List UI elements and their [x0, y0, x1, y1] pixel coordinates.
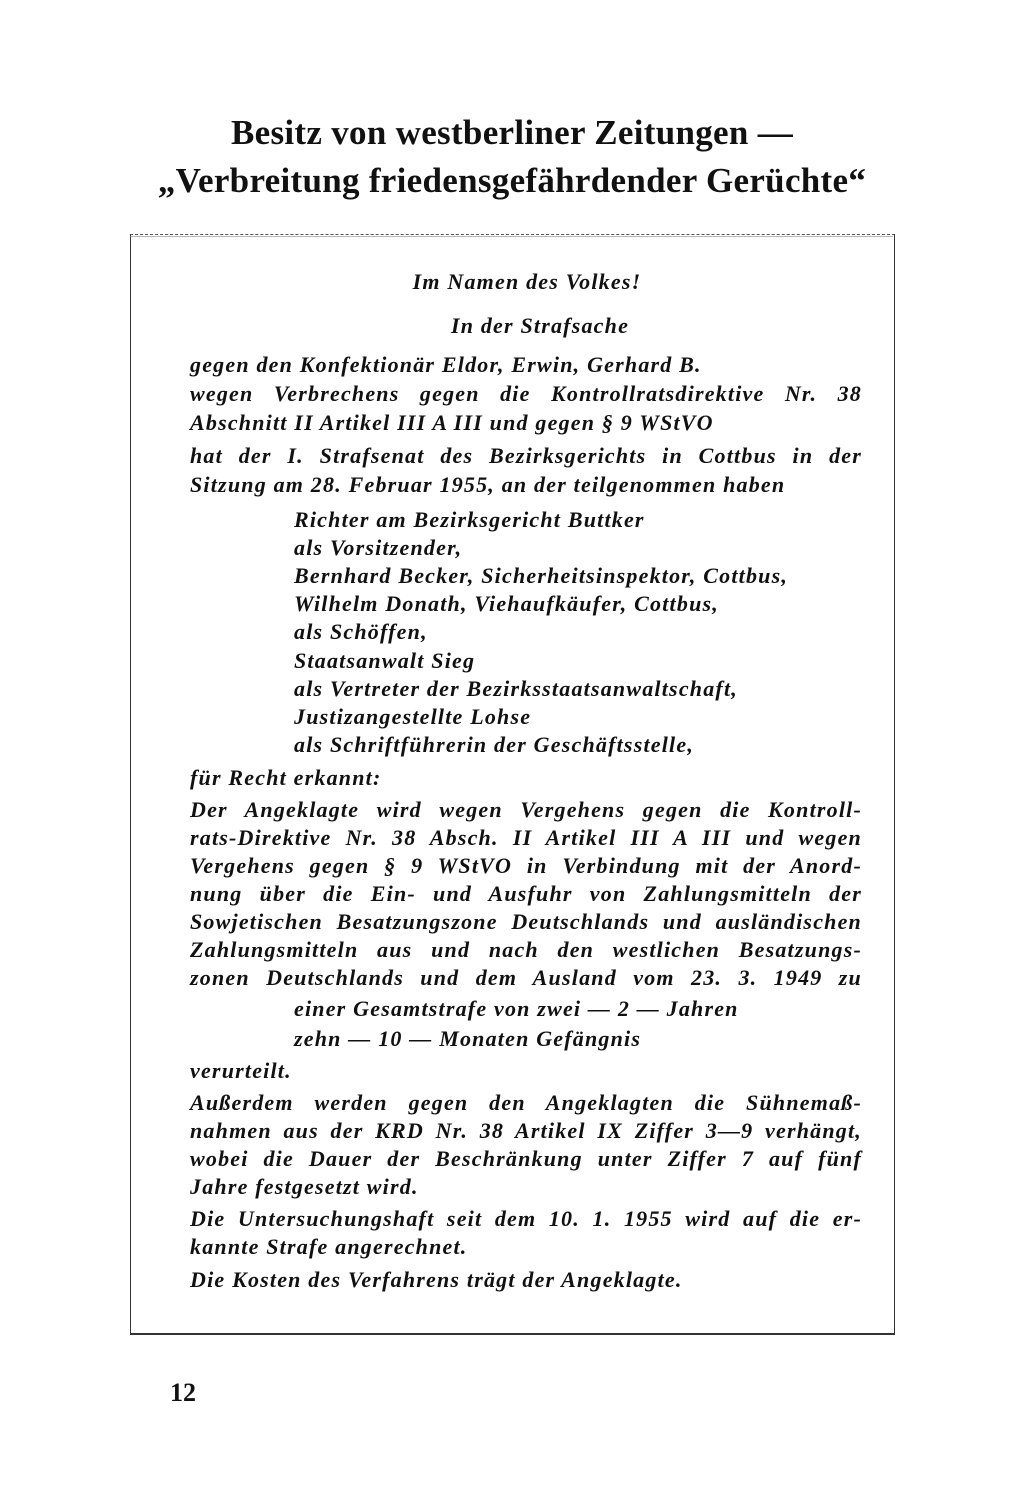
verdict-line: hat der I. Strafsenat des Bezirksgerichts in Cottbus in der: [190, 443, 862, 468]
verdict-line: kannte Strafe angerechnet.: [190, 1234, 468, 1259]
court-member: als Schriftführerin der Geschäftsstelle,: [294, 732, 695, 757]
page-number: 12: [170, 1378, 196, 1407]
verdict-line: Außerdem werden gegen den Angeklagten die Sühnemaß-: [190, 1090, 862, 1115]
verdict-line: verurteilt.: [190, 1058, 292, 1083]
verdict-line: In der Strafsache: [450, 313, 630, 338]
verdict-line: wegen Verbrechens gegen die Kontrollratsdirektive Nr. 38: [190, 381, 862, 406]
verdict-line: Abschnitt II Artikel III A III und gegen § 9 WStVO: [190, 410, 714, 435]
court-member: Bernhard Becker, Sicherheitsinspektor, Cottbus,: [294, 563, 789, 588]
court-member: Wilhelm Donath, Viehaufkäufer, Cottbus,: [294, 591, 719, 616]
page-title-line-1: Besitz von westberliner Zeitungen —: [230, 113, 794, 152]
court-member: als Schöffen,: [294, 619, 428, 644]
verdict-line: wobei die Dauer der Beschränkung unter Ziffer 7 auf fünf: [190, 1146, 862, 1171]
verdict-line: nung über die Ein- und Ausfuhr von Zahlungsmitteln der: [190, 881, 862, 906]
verdict-line: nahmen aus der KRD Nr. 38 Artikel IX Ziffer 3—9 verhängt,: [190, 1118, 862, 1143]
verdict-frame-rule: [130, 236, 893, 237]
sentence-line: zehn — 10 — Monaten Gefängnis: [294, 1026, 642, 1051]
court-member: als Vertreter der Bezirksstaatsanwaltschaft,: [294, 676, 738, 701]
verdict-line: zonen Deutschlands und dem Ausland vom 23. 3. 1949 zu: [190, 965, 862, 990]
court-member: Staatsanwalt Sieg: [294, 648, 476, 673]
verdict-line: Die Kosten des Verfahrens trägt der Angeklagte.: [190, 1267, 683, 1292]
court-member: Richter am Bezirksgericht Buttker: [294, 507, 645, 532]
verdict-heading: Im Namen des Volkes!: [412, 269, 642, 294]
court-member: Justizangestellte Lohse: [294, 704, 532, 729]
verdict-line: Jahre festgesetzt wird.: [190, 1174, 419, 1199]
verdict-line: rats-Direktive Nr. 38 Absch. II Artikel III A III und wegen: [190, 825, 862, 850]
verdict-line: Sitzung am 28. Februar 1955, an der teilgenommen haben: [190, 472, 786, 497]
court-member: als Vorsitzender,: [294, 535, 463, 560]
verdict-line: Der Angeklagte wird wegen Vergehens gegen die Kontroll-: [190, 797, 862, 822]
verdict-line: Sowjetischen Besatzungszone Deutschlands und ausländischen: [190, 909, 862, 934]
verdict-line: Zahlungsmitteln aus und nach den westlichen Besatzungs-: [190, 937, 862, 962]
verdict-line: Die Untersuchungshaft seit dem 10. 1. 1955 wird auf die er-: [190, 1206, 862, 1231]
page-title-line-2: „Verbreitung friedensgefährdender Gerüchte“: [157, 161, 867, 200]
verdict-line: gegen den Konfektionär Eldor, Erwin, Gerhard B.: [190, 352, 702, 377]
sentence-line: einer Gesamtstrafe von zwei — 2 — Jahren: [294, 996, 739, 1021]
verdict-line: Vergehens gegen § 9 WStVO in Verbindung mit der Anord-: [190, 853, 862, 878]
verdict-line: für Recht erkannt:: [190, 765, 382, 790]
